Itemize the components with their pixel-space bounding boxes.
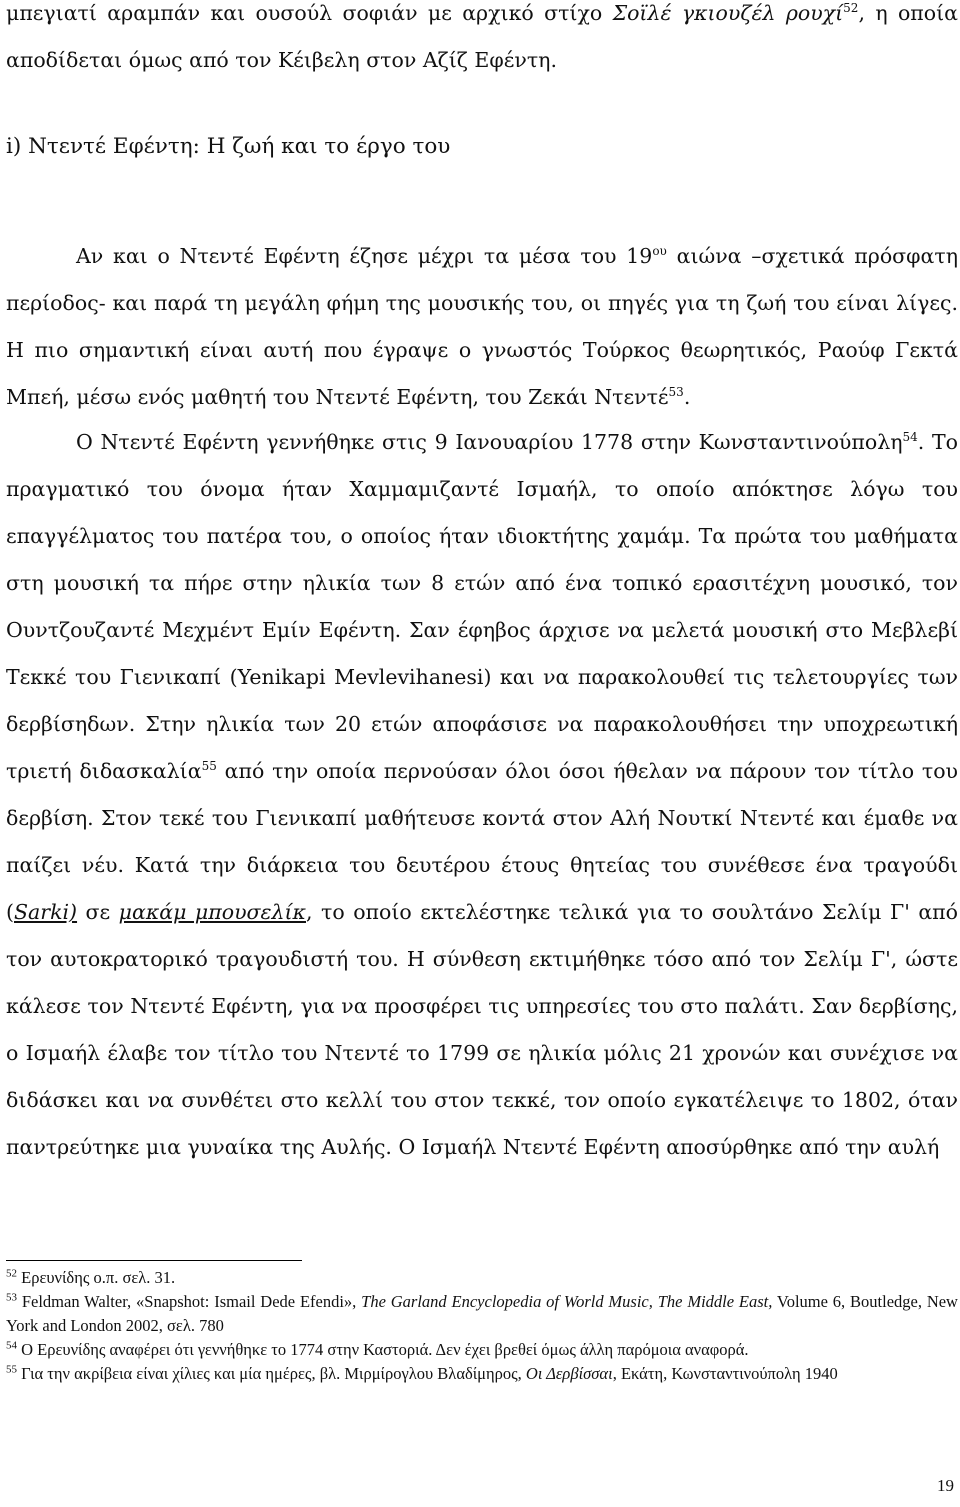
page-number: 19 (937, 1476, 954, 1495)
footnote-ref-53[interactable]: 53 (668, 385, 684, 400)
intro-paragraph (6, 0, 958, 84)
footnote-text: Ερευνίδης ο.π. σελ. 31. (17, 1268, 176, 1287)
section-heading: i) Ντεντέ Εφέντη: Η ζωή και το έργο του (6, 134, 451, 159)
para2-text-a: Ο Ντεντέ Εφέντη γεννήθηκε στις 9 Ιανουαρίου 1778 στην Κωνσταντινούπολη (76, 430, 903, 454)
footnote-number: 55 (6, 1363, 17, 1376)
intro-text-b: , η οποία αποδίδεται όμως από τον Κέιβελη στον Αζίζ Εφέντη. (6, 1, 959, 72)
intro-song-title: Σοϊλέ γκιουζέλ ρουχί (612, 1, 844, 25)
paragraph-2 (6, 419, 958, 1171)
footnote-separator (6, 1260, 302, 1261)
para2-text-b: . Το πραγματικό του όνομα ήταν Χαμμαμιζαντέ Ισμαήλ, το οποίο απόκτησε λόγω του επαγγέλματος του πατέρα του, ο οποίος ήταν ιδιοκτήτης χαμάμ. Τα πρώτα του μαθήματα στη μουσική τα πήρε στην ηλικία των 8 ετών από ένα τοπικό ερασιτέχνη μουσικό, τον Ουντζουζαντέ Μεχμέντ Εμίν Εφέντη. Σαν έφηβος άρχισε να μελετά μουσική στο Μεβλεβί Τεκκέ του Γιενικαπί (Yenikapi Mevlevihanesi) και να παρακολουθεί τις τελετουργίες των δερβίσηδων. Στην ηλικία των 20 ετών αποφάσισε να παρακολουθήσει την υποχρεωτική τριετή διδασκαλία (6, 430, 958, 783)
para2-text-e: , το οποίο εκτελέστηκε τελικά για το σουλτάνο Σελίμ Γ' από τον αυτοκρατορικό τραγουδιστή του. Η σύνθεση εκτιμήθηκε τόσο από τον Σελίμ Γ', ώστε κάλεσε τον Ντεντέ Εφέντη, για να προσφέρει τις υπηρεσίες του στο παλάτι. Σαν δερβίσης, ο Ισμαήλ έλαβε τον τίτλο του Ντεντέ το 1799 σε ηλικία μόλις 21 χρονών και συνέχισε να διδάσκει και να συνθέτει στο κελλί του στον τεκκέ, τον οποίο εγκατέλειψε το 1802, όταν παντρεύτηκε μια γυναίκα της Αυλής. Ο Ισμαήλ Ντεντέ Εφέντη αποσύρθηκε από την αυλή (6, 900, 958, 1159)
footnote-ref-54[interactable]: 54 (902, 430, 918, 445)
footnote-52 (6, 1266, 958, 1290)
makam-term: μακάμ μπουσελίκ (118, 900, 306, 924)
footnote-54 (6, 1338, 958, 1362)
footnote-number: 53 (6, 1291, 17, 1304)
footnote-ref-55[interactable]: 55 (201, 759, 217, 774)
para2-text-c: από την οποία περνούσαν όλοι όσοι ήθελαν να πάρουν τον τίτλο του δερβίση. Στον τεκέ του Γιενικαπί μαθήτευσε κοντά στον Αλή Νουτκί Ντεντέ και έμαθε να παίζει νέυ. Κατά την διάρκεια του δευτέρου έτους θητείας του συνέθεσε ένα τραγούδι ( (6, 759, 959, 924)
century-suffix: ου (652, 244, 667, 259)
para1-text-c: . (683, 385, 691, 409)
para2-text-d: σε (77, 900, 119, 924)
footnote-text: , Εκάτη, Κωνσταντινούπολη 1940 (612, 1364, 838, 1383)
footnote-53 (6, 1290, 958, 1338)
sarki-term: Sarki) (14, 900, 78, 924)
footnotes (6, 1266, 958, 1386)
intro-text-a: μπεγιατί αραμπάν και ουσούλ σοφιάν με αρχικό στίχο (6, 1, 613, 25)
footnote-text: Feldman Walter, «Snapshot: Ismail Dede Efendi», (17, 1292, 362, 1311)
footnote-ref-52[interactable]: 52 (843, 1, 859, 16)
footnote-text: Volume 6, Boutledge, New York and London 2002, σελ. 780 (6, 1292, 958, 1335)
footnote-text: Ο Ερευνίδης αναφέρει ότι γεννήθηκε το 1774 στην Καστοριά. Δεν έχει βρεθεί όμως άλλη παρόμοια αναφορά. (17, 1340, 749, 1359)
para1-text-b: αιώνα –σχετικά πρόσφατη περίοδος- και παρά τη μεγάλη φήμη της μουσικής του, οι πηγές για τη ζωή του είναι λίγες. Η πιο σημαντική είναι αυτή που έγραψε ο γνωστός Τούρκος θεωρητικός, Ραούφ Γεκτά Μπεή, μέσω ενός μαθητή του Ντεντέ Εφέντη, του Ζεκάι Ντεντέ (6, 244, 958, 409)
paragraph-1 (6, 233, 958, 421)
footnote-55 (6, 1362, 958, 1386)
footnote-number: 52 (6, 1267, 17, 1280)
footnote-title: Οι Δερβίσσαι (525, 1364, 613, 1383)
footnote-title: The Garland Encyclopedia of World Music, The Middle East, (361, 1292, 773, 1311)
footnote-text: Για την ακρίβεια είναι χίλιες και μία ημέρες, βλ. Μιρμίρογλου Βλαδίμηρος, (17, 1364, 526, 1383)
para1-text-a: Αν και ο Ντεντέ Εφέντη έζησε μέχρι τα μέσα του 19 (76, 244, 653, 268)
footnote-number: 54 (6, 1339, 17, 1352)
